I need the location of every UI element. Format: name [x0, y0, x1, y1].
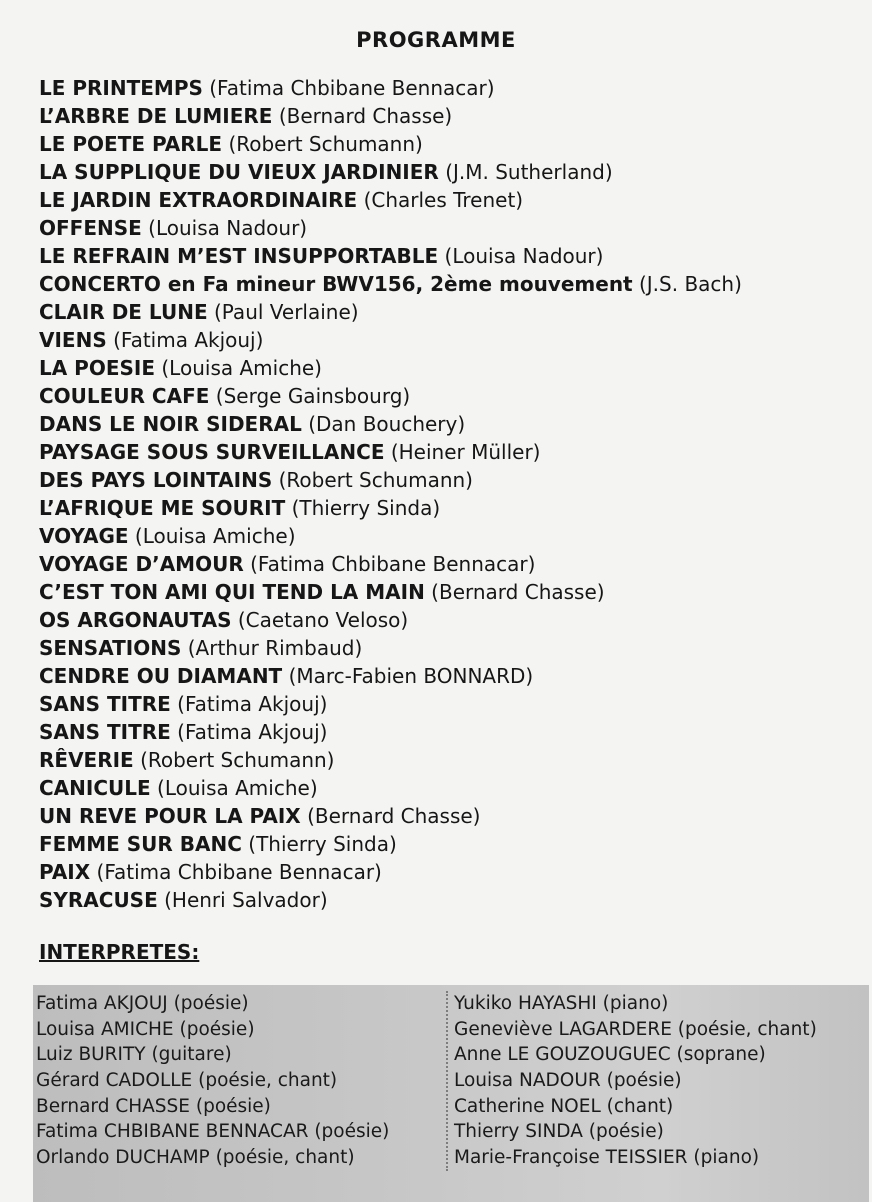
work-title: FEMME SUR BANC — [39, 832, 242, 856]
performer-entry: Louisa AMICHE (poésie) — [36, 1018, 255, 1040]
work-title: CENDRE OU DIAMANT — [39, 664, 283, 688]
work-author: (J.S. Bach) — [638, 272, 742, 296]
work-author: (Thierry Sinda) — [291, 496, 441, 520]
work-author: (Fatima Chbibane Bennacar) — [209, 76, 495, 100]
work-author: (Robert Schumann) — [278, 468, 473, 492]
work-author: (Fatima Chbibane Bennacar) — [250, 552, 536, 576]
programme-item — [39, 886, 869, 914]
performers-column-right — [454, 991, 817, 1171]
work-author: (Charles Trenet) — [363, 188, 524, 212]
programme-item — [39, 662, 869, 690]
work-title: SANS TITRE — [39, 720, 171, 744]
work-author: (Louisa Nadour) — [444, 244, 604, 268]
performer-entry: Yukiko HAYASHI (piano) — [454, 993, 669, 1014]
work-author: (Dan Bouchery) — [308, 412, 466, 436]
programme-item — [39, 858, 869, 886]
work-title: OFFENSE — [39, 216, 142, 240]
work-title: VIENS — [39, 328, 107, 352]
work-title: OS ARGONAUTAS — [39, 608, 232, 632]
work-author: (Fatima Akjouj) — [177, 720, 328, 744]
programme-item — [39, 242, 869, 270]
performer-entry: Luiz BURITY (guitare) — [36, 1044, 232, 1066]
programme-item — [39, 130, 869, 158]
programme-item — [39, 746, 869, 774]
programme-item — [39, 158, 869, 186]
performer-entry: Gérard CADOLLE (poésie, chant) — [36, 1070, 338, 1092]
programme-list — [39, 74, 869, 914]
performer-entry: Catherine NOEL (chant) — [454, 1095, 674, 1117]
work-author: (Louisa Nadour) — [148, 216, 308, 240]
work-title: CANICULE — [39, 776, 151, 800]
performer-entry: Louisa NADOUR (poésie) — [454, 1070, 682, 1092]
programme-item — [39, 774, 869, 802]
work-title: UN REVE POUR LA PAIX — [39, 804, 301, 828]
work-title: SENSATIONS — [39, 636, 182, 660]
programme-item — [39, 74, 869, 102]
performer-entry: Anne LE GOUZOUGUEC (soprane) — [454, 1044, 766, 1066]
work-title: LE POETE PARLE — [39, 132, 223, 156]
work-author: (Louisa Amiche) — [134, 524, 296, 548]
programme-item — [39, 718, 869, 746]
work-title: COULEUR CAFE — [39, 384, 210, 408]
programme-item — [39, 606, 869, 634]
work-author: (Serge Gainsbourg) — [215, 384, 411, 408]
work-author: (Louisa Amiche) — [157, 776, 318, 800]
work-author: (Caetano Veloso) — [237, 608, 409, 632]
work-title: SANS TITRE — [39, 692, 171, 716]
work-title: LE PRINTEMPS — [39, 76, 203, 100]
performers-box — [33, 985, 869, 1202]
programme-item — [39, 186, 869, 214]
programme-item — [39, 578, 869, 606]
work-author: (Robert Schumann) — [140, 748, 335, 772]
work-author: (Thierry Sinda) — [248, 832, 397, 856]
work-author: (Bernard Chasse) — [307, 804, 481, 828]
interpretes-heading: INTERPRETES: — [39, 940, 200, 964]
performer-entry: Geneviève LAGARDERE (poésie, chant) — [454, 1018, 817, 1040]
page-title: PROGRAMME — [356, 28, 516, 52]
programme-item — [39, 270, 869, 298]
programme-item — [39, 354, 869, 382]
work-author: (Heiner Müller) — [390, 440, 541, 464]
work-title: LA SUPPLIQUE DU VIEUX JARDINIER — [39, 160, 439, 184]
work-title: DES PAYS LOINTAINS — [39, 468, 273, 492]
work-title: PAIX — [39, 860, 91, 884]
work-title: SYRACUSE — [39, 888, 158, 912]
work-author: (Louisa Amiche) — [161, 356, 322, 380]
work-title: LA POESIE — [39, 356, 156, 380]
work-title: L’AFRIQUE ME SOURIT — [39, 496, 286, 520]
work-title: DANS LE NOIR SIDERAL — [39, 412, 302, 436]
work-author: (Bernard Chasse) — [431, 580, 605, 604]
programme-item — [39, 438, 869, 466]
work-author: (Bernard Chasse) — [278, 104, 453, 128]
work-title: VOYAGE D’AMOUR — [39, 552, 244, 576]
programme-item — [39, 494, 869, 522]
programme-item — [39, 410, 869, 438]
work-author: (Fatima Akjouj) — [177, 692, 328, 716]
work-author: (J.M. Sutherland) — [445, 160, 613, 184]
work-title: LE JARDIN EXTRAORDINAIRE — [39, 188, 358, 212]
performer-entry: Orlando DUCHAMP (poésie, chant) — [36, 1147, 355, 1169]
performer-entry: Thierry SINDA (poésie) — [454, 1121, 664, 1143]
work-author: (Marc-Fabien BONNARD) — [288, 664, 534, 688]
performer-entry: Marie-Françoise TEISSIER (piano) — [454, 1147, 760, 1169]
performer-entry: Fatima AKJOUJ (poésie) — [36, 993, 249, 1014]
work-author: (Robert Schumann) — [228, 132, 423, 156]
programme-item — [39, 634, 869, 662]
work-title: CONCERTO en Fa mineur BWV156, 2ème mouvement — [39, 272, 633, 296]
work-title: RÊVERIE — [39, 748, 134, 772]
work-title: LE REFRAIN M’EST INSUPPORTABLE — [39, 244, 439, 268]
performers-column-left — [36, 991, 389, 1171]
work-author: (Arthur Rimbaud) — [187, 636, 363, 660]
performer-entry: Bernard CHASSE (poésie) — [36, 1095, 271, 1117]
work-title: C’EST TON AMI QUI TEND LA MAIN — [39, 580, 425, 604]
performer-entry: Fatima CHBIBANE BENNACAR (poésie) — [36, 1121, 390, 1143]
work-title: VOYAGE — [39, 524, 129, 548]
work-title: CLAIR DE LUNE — [39, 300, 208, 324]
work-title: L’ARBRE DE LUMIERE — [39, 104, 273, 128]
work-title: PAYSAGE SOUS SURVEILLANCE — [39, 440, 385, 464]
programme-item — [39, 382, 869, 410]
programme-item — [39, 298, 869, 326]
programme-item — [39, 550, 869, 578]
programme-item — [39, 326, 869, 354]
programme-item — [39, 466, 869, 494]
work-author: (Fatima Chbibane Bennacar) — [96, 860, 382, 884]
programme-item — [39, 102, 869, 130]
column-divider — [446, 991, 448, 1171]
work-author: (Paul Verlaine) — [213, 300, 359, 324]
programme-item — [39, 522, 869, 550]
work-author: (Fatima Akjouj) — [113, 328, 264, 352]
programme-item — [39, 802, 869, 830]
programme-item — [39, 830, 869, 858]
programme-item — [39, 214, 869, 242]
programme-item — [39, 690, 869, 718]
work-author: (Henri Salvador) — [164, 888, 328, 912]
